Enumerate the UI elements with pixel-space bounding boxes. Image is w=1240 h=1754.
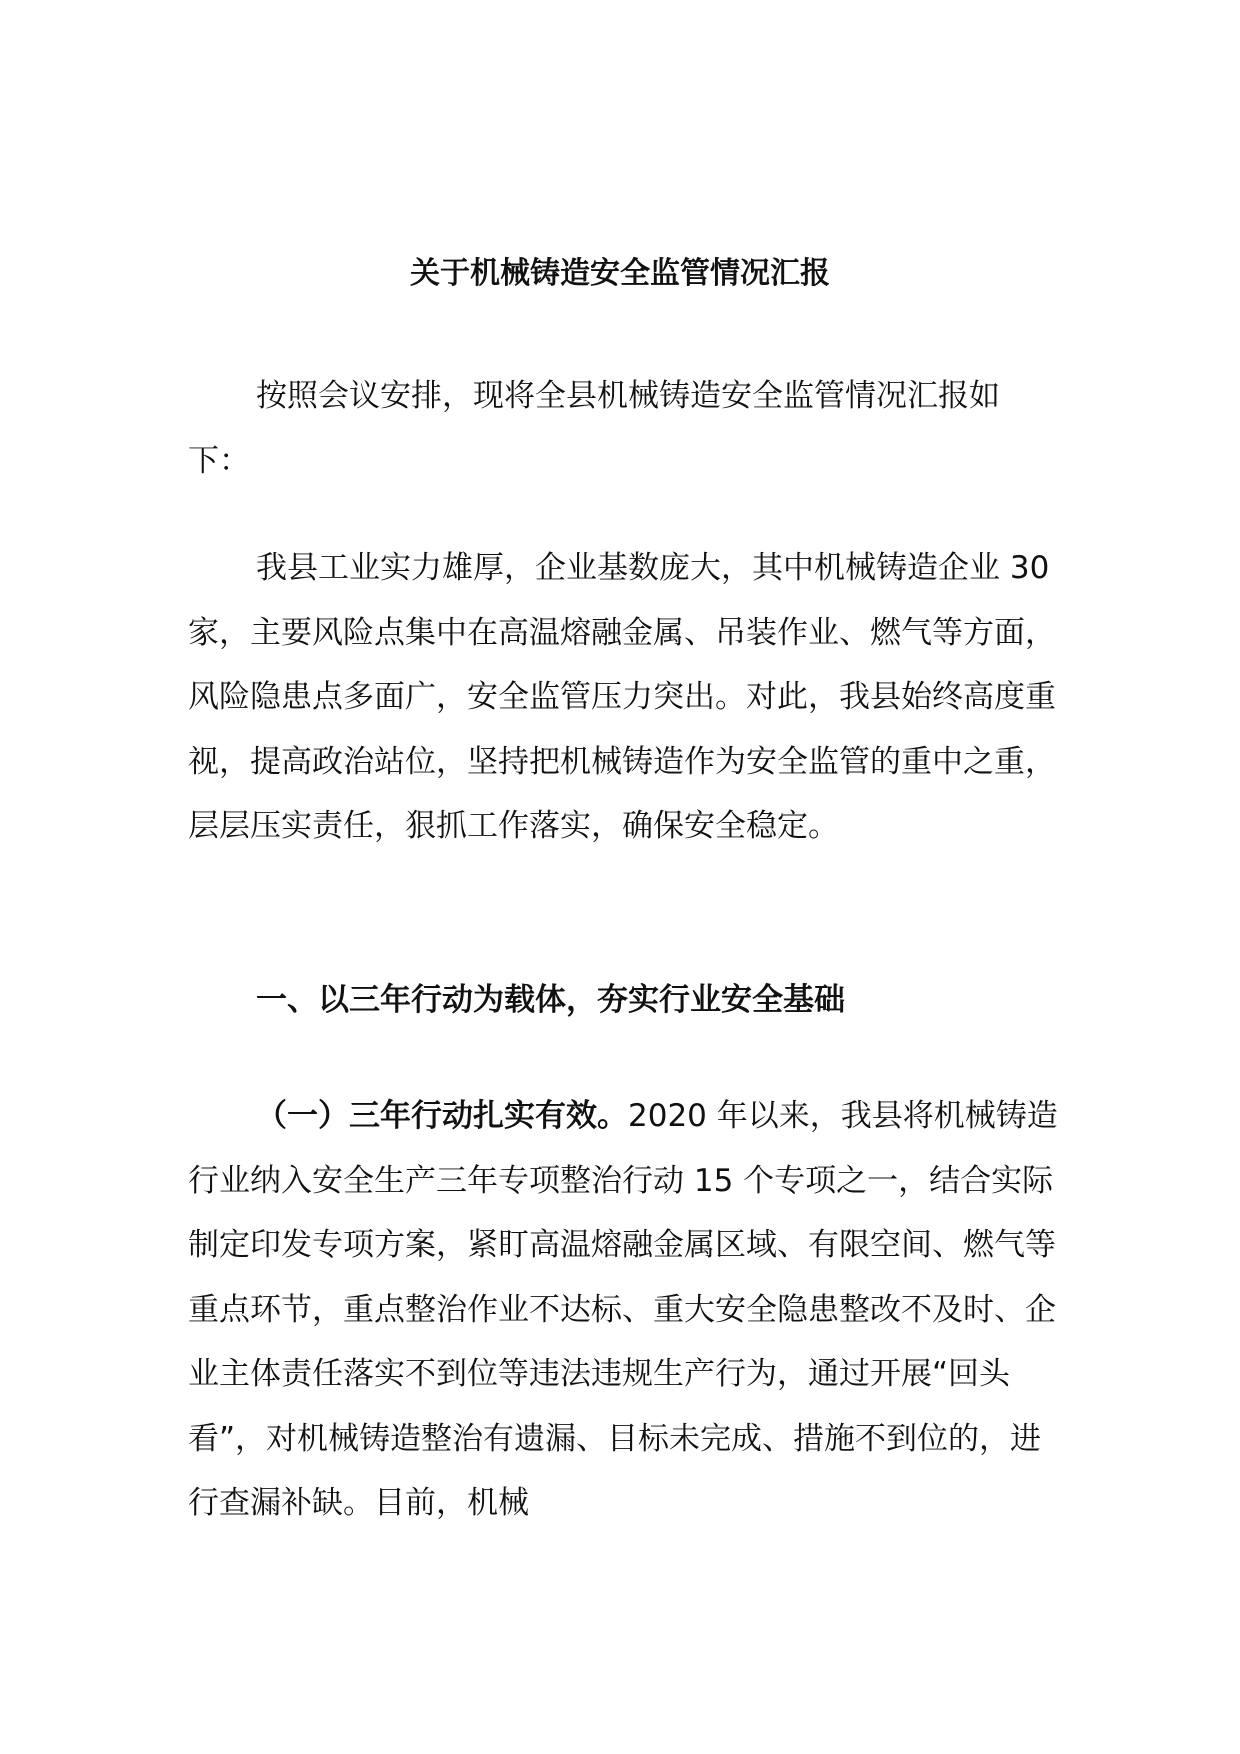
- subsection-lead: （一）三年行动扎实有效。: [256, 1098, 628, 1134]
- document-title: 关于机械铸造安全监管情况汇报: [410, 256, 830, 291]
- section-heading: 一、以三年行动为载体，夯实行业安全基础: [256, 982, 845, 1018]
- subsection-body: 2020 年以来，我县将机械铸造行业纳入安全生产三年专项整治行动 15 个专项之一，结合实际制定印发专项方案，紧盯高温熔融金属区域、有限空间、燃气等重点环节，重点整治作业不达标、重大安全隐患整改不及时、企业主体责任落实不到位等违法违规生产行为，通过开展“回头看”，对机械铸造整治有遗漏、目标未完成、措施不到位的，进行查漏补缺。目前，机械: [188, 1098, 1058, 1521]
- subsection-paragraph: [188, 1084, 1058, 1536]
- background-paragraph: 我县工业实力雄厚，企业基数庞大，其中机械铸造企业 30 家，主要风险点集中在高温熔融金属、吊装作业、燃气等方面，风险隐患点多面广，安全监管压力突出。对此，我县始终高度重视，提高政治站位，坚持把机械铸造作为安全监管的重中之重，层层压实责任，狠抓工作落实，确保安全稳定。: [188, 550, 1056, 844]
- intro-paragraph: 按照会议安排，现将全县机械铸造安全监管情况汇报如下：: [188, 378, 1000, 479]
